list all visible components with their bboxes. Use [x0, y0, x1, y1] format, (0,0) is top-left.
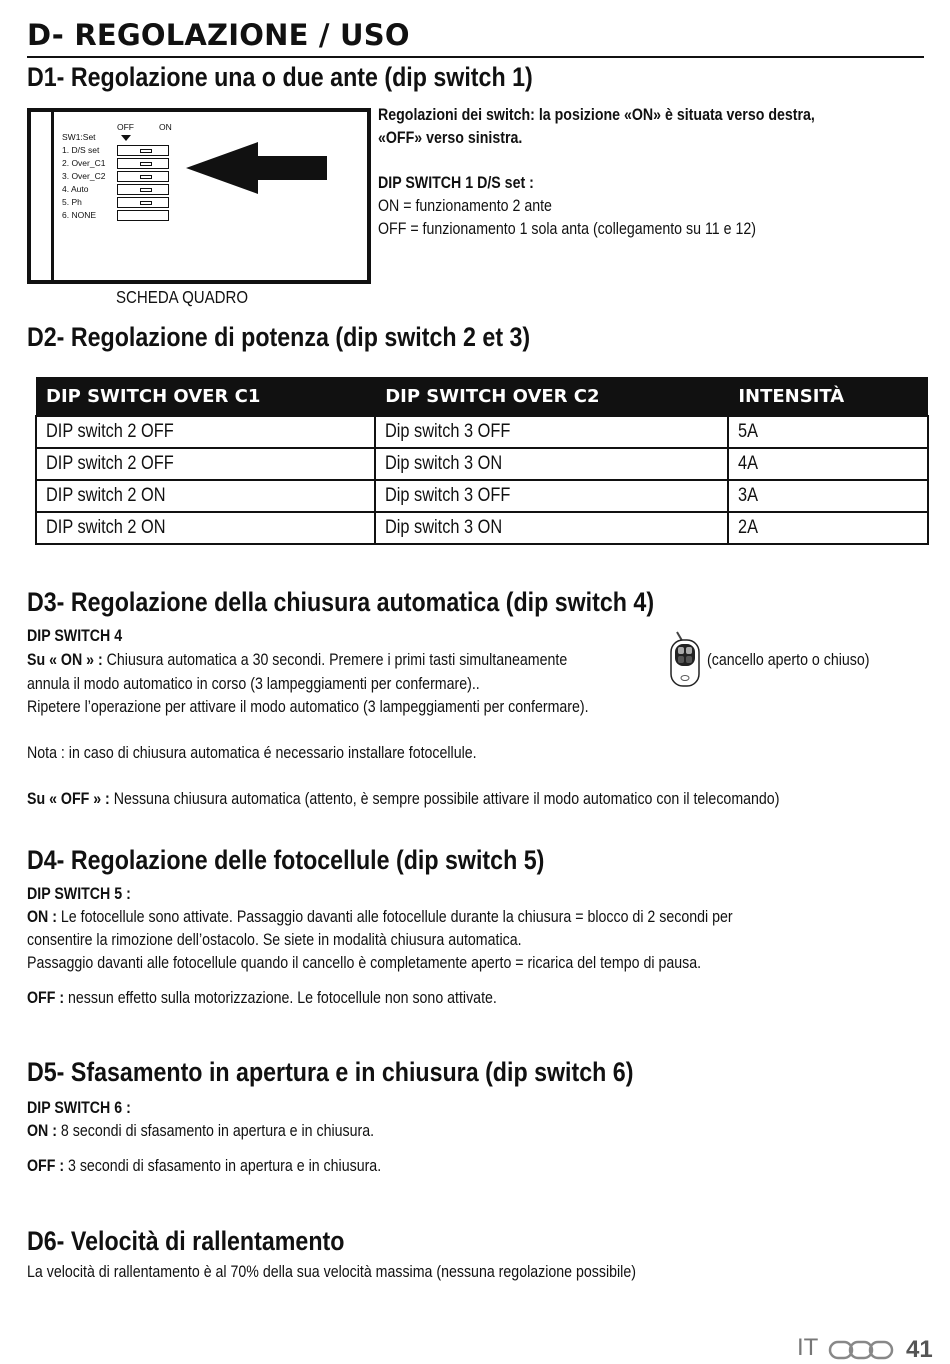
column-header: INTENSITÀ	[728, 377, 928, 416]
dip-switch-2	[117, 158, 169, 169]
arrow-left-icon	[186, 142, 331, 194]
table-cell: DIP switch 2 ON	[36, 480, 375, 512]
d5-off-line: OFF : 3 secondi di sfasamento in apertura e in chiusura.	[27, 1157, 382, 1175]
page-number: 41	[906, 1336, 933, 1363]
diagram-caption: SCHEDA QUADRO	[116, 287, 249, 307]
dip-switch-5	[117, 197, 169, 208]
d4-line2: consentire la rimozione dell’ostacolo. Se siete in modalità chiusura automatica.	[27, 931, 522, 949]
d6-heading: D6- Velocità di rallentamento	[27, 1226, 345, 1256]
d3-note: Nota : in caso di chiusura automatica é necessario installare fotocellule.	[27, 744, 477, 762]
board-left-rail	[51, 112, 54, 280]
d3-dip-label: DIP SWITCH 4	[27, 627, 123, 645]
d5-heading: D5- Sfasamento in apertura e in chiusura (dip switch 6)	[27, 1057, 634, 1087]
table-row	[36, 416, 928, 448]
dip-switch-4	[117, 184, 169, 195]
switch-label: 3. Over_C2	[62, 171, 106, 181]
off-label: OFF	[117, 122, 134, 132]
d1-on-text: ON = funzionamento 2 ante	[378, 197, 552, 215]
table-row	[36, 480, 928, 512]
switch-label: 1. D/S set	[62, 145, 100, 155]
d2-heading: D2- Regolazione di potenza (dip switch 2 et 3)	[27, 322, 531, 352]
remote-control-icon	[668, 630, 702, 688]
d4-on-line: ON : Le fotocellule sono attivate. Passaggio davanti alle fotocellule durante la chiusura = blocco di 2 secondi per	[27, 908, 733, 926]
column-header: DIP SWITCH OVER C2	[375, 377, 728, 416]
d1-intro-line1: Regolazioni dei switch: la posizione «ON» è situata verso destra,	[378, 106, 815, 124]
switch-board-diagram	[27, 108, 371, 284]
title-divider	[27, 56, 924, 58]
dip-switch-3	[117, 171, 169, 182]
d5-dip-label: DIP SWITCH 6 :	[27, 1099, 131, 1117]
off-pointer-icon	[121, 135, 131, 141]
table-cell: 4A	[728, 448, 928, 480]
table-cell: DIP switch 2 OFF	[36, 416, 375, 448]
switch-label: 6. NONE	[62, 210, 97, 220]
on-label: ON	[159, 122, 172, 132]
table-cell: 3A	[728, 480, 928, 512]
table-cell: Dip switch 3 ON	[375, 448, 728, 480]
d6-text: La velocità di rallentamento è al 70% della sua velocità massima (nessuna regolazione possibile)	[27, 1263, 636, 1281]
d5-on-line: ON : 8 secondi di sfasamento in apertura e in chiusura.	[27, 1122, 375, 1140]
dip-switch-6	[117, 210, 169, 221]
switch-label: 4. Auto	[62, 184, 89, 194]
table-cell: DIP switch 2 OFF	[36, 448, 375, 480]
d3-off-line: Su « OFF » : Nessuna chiusura automatica (attento, è sempre possibile attivare il modo automatico con il telecomando)	[27, 790, 780, 808]
switch-label: 5. Ph	[62, 197, 82, 207]
d1-heading: D1- Regolazione una o due ante (dip switch 1)	[27, 62, 533, 92]
d3-line2: annula il modo automatico in corso (3 lampeggiamenti per confermare)..	[27, 675, 480, 693]
dip-switch-1	[117, 145, 169, 156]
page-title: D- REGOLAZIONE / USO	[27, 18, 410, 52]
d4-line3: Passaggio davanti alle fotocellule quando il cancello è completamente aperto = ricarica del tempo di pausa.	[27, 954, 702, 972]
d4-off-line: OFF : nessun effetto sulla motorizzazione. Le fotocellule non sono attivate.	[27, 989, 497, 1007]
column-header: DIP SWITCH OVER C1	[36, 377, 375, 416]
d1-intro-line2: «OFF» verso sinistra.	[378, 129, 523, 147]
d3-line3: Ripetere l’operazione per attivare il modo automatico (3 lampeggiamenti per confermare).	[27, 698, 589, 716]
footer-language: IT	[797, 1334, 819, 1361]
chain-logo-icon	[828, 1338, 894, 1362]
table-cell: 5A	[728, 416, 928, 448]
d4-dip-label: DIP SWITCH 5 :	[27, 885, 131, 903]
table-cell: 2A	[728, 512, 928, 544]
table-cell: Dip switch 3 OFF	[375, 416, 728, 448]
table-row	[36, 512, 928, 544]
table-cell: DIP switch 2 ON	[36, 512, 375, 544]
d3-on-text-after: (cancello aperto o chiuso)	[707, 651, 870, 669]
sw-title: SW1:Set	[62, 132, 96, 142]
switch-label: 2. Over_C1	[62, 158, 106, 168]
d4-heading: D4- Regolazione delle fotocellule (dip switch 5)	[27, 845, 545, 875]
table-row	[36, 448, 928, 480]
d3-heading: D3- Regolazione della chiusura automatica (dip switch 4)	[27, 587, 655, 617]
table-cell: Dip switch 3 ON	[375, 512, 728, 544]
table-cell: Dip switch 3 OFF	[375, 480, 728, 512]
power-table	[35, 377, 929, 545]
d1-dip-label: DIP SWITCH 1 D/S set :	[378, 174, 534, 192]
d3-on-line: Su « ON » : Chiusura automatica a 30 secondi. Premere i primi tasti simultaneamente	[27, 651, 568, 669]
table-header-row	[36, 377, 928, 416]
d1-off-text: OFF = funzionamento 1 sola anta (collegamento su 11 e 12)	[378, 220, 756, 238]
